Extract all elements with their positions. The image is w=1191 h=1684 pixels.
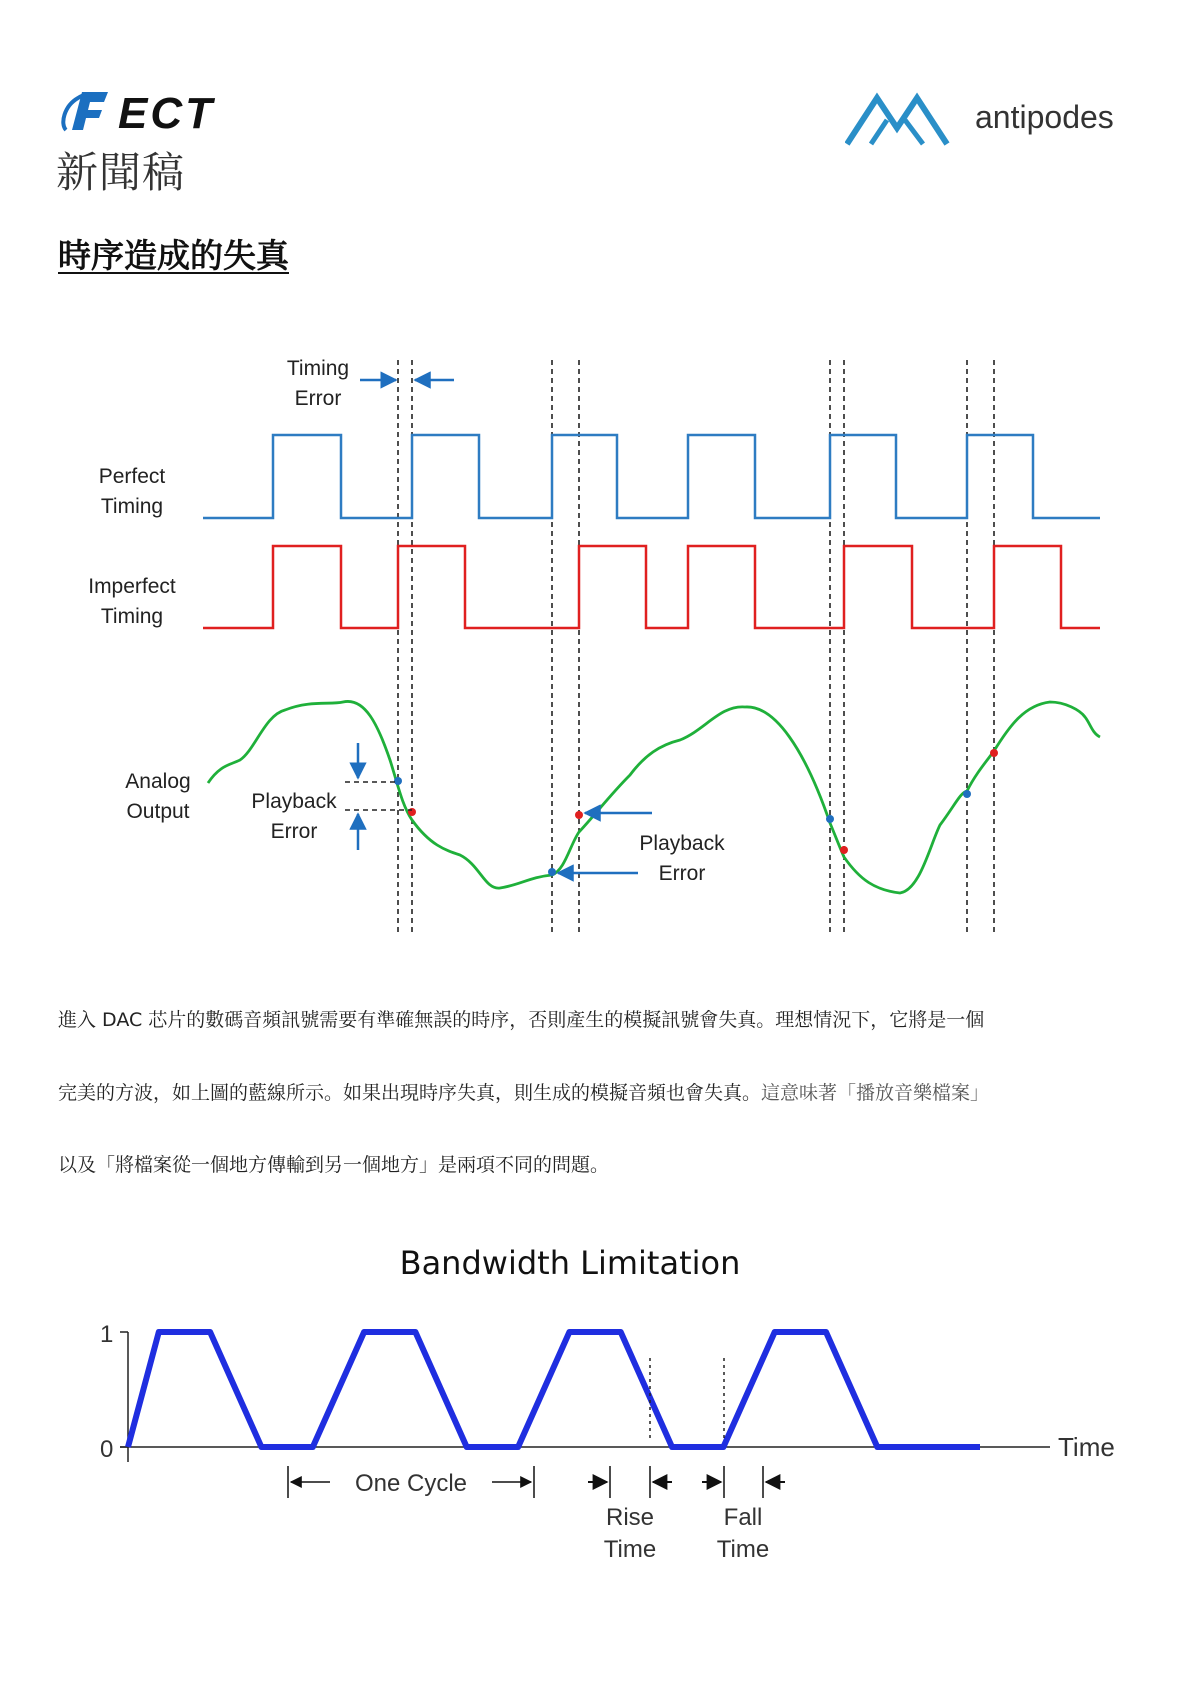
sample-dot-perfect — [394, 777, 402, 785]
x-axis-label: Time — [1058, 1432, 1115, 1462]
y-tick-label-1: 1 — [100, 1321, 114, 1348]
playback-error-right-label-1: Playback — [639, 832, 725, 855]
ect-wordmark: ECT — [118, 89, 215, 136]
document-type: 新聞稿 — [56, 148, 186, 197]
sample-dot-perfect — [548, 868, 556, 876]
fall-time-label-1: Fall — [723, 1504, 763, 1531]
fall-time-label-2: Time — [716, 1536, 770, 1563]
paragraph-line-1: 進入 DAC 芯片的數碼音頻訊號需要有準確無誤的時序，否則產生的模擬訊號會失真。理想情況下，它將是一個 — [58, 1009, 985, 1031]
bandwidth-limitation-chart — [60, 1240, 1135, 1610]
playback-error-left-label-2: Error — [270, 820, 318, 843]
article-headline: 時序造成的失真 — [58, 236, 289, 275]
antipodes-wordmark: antipodes — [975, 99, 1114, 135]
signal-line — [128, 1332, 980, 1447]
imperfect-timing-label-1: Imperfect — [88, 575, 176, 598]
timing-error-diagram — [60, 345, 1135, 945]
sample-dot-imperfect — [990, 749, 998, 757]
sample-dot-imperfect — [575, 811, 583, 819]
rise-time-label-2: Time — [603, 1536, 657, 1563]
playback-error-left-label-1: Playback — [251, 790, 337, 813]
paragraph-line-2 — [58, 1078, 989, 1105]
timing-error-label-1: Timing — [286, 357, 350, 380]
one-cycle-label: One Cycle — [354, 1470, 468, 1497]
ect-logo — [58, 86, 288, 136]
timing-error-label-2: Error — [294, 387, 342, 410]
paragraph-line-2-quote: 這意味著「播放音樂檔案」 — [761, 1082, 990, 1104]
perfect-timing-wave — [203, 435, 1100, 518]
y-tick-label-0: 0 — [100, 1436, 114, 1463]
paragraph-line-3: 以及「將檔案從一個地方傳輸到另一個地方」是兩項不同的問題。 — [58, 1154, 610, 1176]
analog-output-label-1: Analog — [125, 770, 191, 793]
perfect-timing-label-1: Perfect — [98, 465, 166, 488]
rise-time-label-1: Rise — [605, 1504, 655, 1531]
antipodes-logo — [845, 92, 1140, 148]
analog-output-label-2: Output — [126, 800, 190, 823]
paragraph-line-2-main: 完美的方波，如上圖的藍線所示。如果出現時序失真，則生成的模擬音頻也會失真。 — [58, 1082, 762, 1104]
perfect-timing-label-2: Timing — [100, 495, 164, 518]
sample-dot-imperfect — [840, 846, 848, 854]
sample-dot-perfect — [826, 815, 834, 823]
playback-error-right-label-2: Error — [658, 862, 706, 885]
sample-dot-imperfect — [408, 808, 416, 816]
chart-title: Bandwidth Limitation — [399, 1244, 741, 1282]
imperfect-timing-wave — [203, 546, 1100, 628]
sample-dot-perfect — [963, 790, 971, 798]
imperfect-timing-label-2: Timing — [100, 605, 164, 628]
